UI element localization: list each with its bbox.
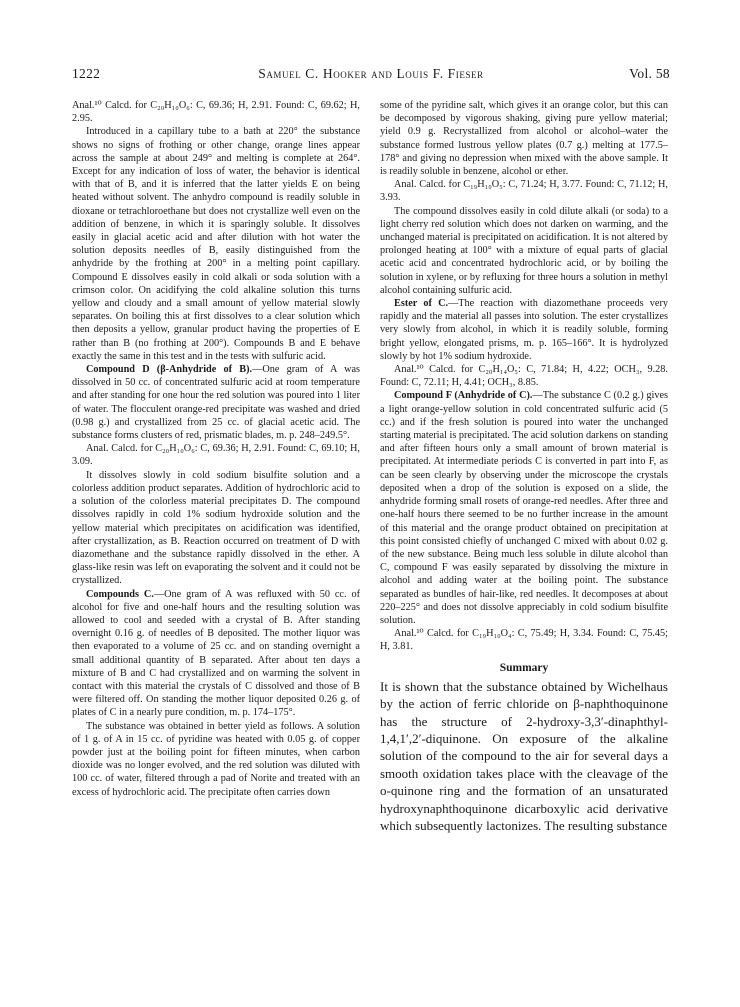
paragraph: Introduced in a capillary tube to a bath at 220° the substance shows no signs of frothing or other change, orange lines appear across the sample at about 249° and melting is complete at 264°. Except for any indication of loss of water, the behavior is identical with that of B, and it is inferred that the latter yields E on being heated without solvent. The anhydro compound is readily soluble in dioxane or tetrachloroethane but does not crystallize well even on the addition of benzene, in which it is sparingly soluble. It dissolves easily in glacial acetic acid and after dilution with hot water the solution deposits needles of B, easily distinguished from the anhydride by the frothing at 200° in a melting point capillary. Compound E dissolves easily in cold alkali or soda solution with a crimson color. On acidifying the cold alkaline solution this turns yellow and cloudy and a small amount of yellow material slowly separates. On boiling this at first dissolves to a clear solution which then deposits a yellow, granular product having the properties of E rather than B (no frothing at 200°). Compounds B and E behave exactly the same in this test and in the tests with sulfuric acid. — [72, 126, 360, 362]
paragraph: It dissolves slowly in cold sodium bisulfite solution and a colorless addition product separates. Addition of hydrochloric acid to a solution of the colorless material precipitates D. The compound dissolves rapidly in cold 1% sodium hydroxide solution and the yellow material which precipitates on acidification was identified, after crystallization, as B. Reaction occurred on treatment of D with diazomethane and the substance rapidly dissolved in the ether. A glass-like resin was left on evaporating the solvent and it could not be crystallized. — [72, 469, 360, 587]
summary-heading: Summary — [499, 661, 549, 674]
section-heading: Compound F (Anhydride of C). — [394, 390, 533, 402]
paragraph: The substance was obtained in better yield as follows. A solution of 1 g. of A in 15 cc. of pyridine was heated with 0.05 g. of copper powder just at the boiling point for fifteen minutes, when carbon dioxide was no longer evolved, and the red solution was diluted with 100 cc. of water, filtered through a pad of Norite and treated with an excess of hydrochloric acid. The precipitate often carries down — [72, 720, 360, 798]
section-heading: Compound D (β-Anhydride of B). — [86, 364, 253, 376]
page-number: 1222 — [72, 66, 101, 81]
paragraph-body: —One gram of A was dissolved in 50 cc. of concentrated sulfuric acid at room temperature and after standing for one hour the red solution was poured into 1 liter of water. The flocculent orange-red precipitate was washed and dried (0.98 g.) and crystallized from 25 cc. of glacial acetic acid. The substance forms clusters of red, prismatic blades, m. p. 248–249.5°. — [72, 364, 361, 442]
analysis-line: Anal.¹⁰ Calcd. for C₂₀H₁₄O₅: C, 71.84; H, 4.22; OCH₃, 9.28. Found: C, 72.11; H, 4.41; OCH₃, 8.85. — [380, 364, 668, 389]
volume-number: Vol. 58 — [629, 66, 670, 81]
paragraph: The compound dissolves easily in cold dilute alkali (or soda) to a light cherry red solution which does not darken on warming, and the unchanged material is precipitated on acidification. It is not altered by prolonged heating at 100° with a mixture of equal parts of glacial acetic acid and concentrated hydrochloric acid, or by boiling the solution in xylene, or by refluxing for three hours a solution in methyl alcohol containing sulfuric acid. — [380, 205, 668, 296]
paragraph-body: —One gram of A was refluxed with 50 cc. of alcohol for five and one-half hours and the resulting solution was allowed to cool and seeded with a crystal of B. After standing overnight 0.16 g. of needles of B deposited. The mother liquor was then evaporated to a volume of 25 cc. and on standing overnight a small additional quantity of B separated. After about ten days a mixture of B and C had crystallized and on warming the solvent in contact with this material the crystals of C dissolved and those of B were filtered off. On standing the mother liquor deposited 0.26 g. of plates of C in a nearly pure condition, m. p. 174–175°. — [72, 588, 360, 719]
analysis-line: Anal. Calcd. for C₂₀H₁₀O₆: C, 69.36; H, 2.91. Found: C, 69.10; H, 3.09. — [72, 443, 360, 468]
paragraph — [380, 389, 668, 627]
paragraph-body: —The reaction with diazomethane proceeds very rapidly and the material all passes into solution. The ester crystallizes very slowly from alcohol, in which it is readily soluble, forming bright yellow, elongated prisms, m. p. 165–166°. It is hydrolyzed slowly by hot 1% sodium hydroxide. — [380, 298, 668, 362]
paragraph: some of the pyridine salt, which gives it an orange color, but this can be decomposed by vigorous shaking, giving pure yellow material; yield 0.9 g. Recrystallized from alcohol or alcohol–water the substance formed lustrous yellow plates (0.7 g.) melting at 177.5–178° and giving no depression when mixed with the above sample. It is readily soluble in benzene, alcohol or ether. — [380, 100, 668, 178]
paragraph: Anal.¹⁰ Calcd. for C₂₀H₁₀O₆: C, 69.36; H, 2.91. Found: C, 69.62; H, 2.95. — [72, 100, 360, 125]
analysis-line: Anal. Calcd. for C₁₉H₁₀O₅: C, 71.24; H, 3.77. Found: C, 71.12; H, 3.93. — [380, 179, 668, 204]
right-column — [380, 99, 668, 834]
left-column — [72, 99, 360, 799]
summary-paragraph: It is shown that the substance obtained by Wichelhaus by the action of ferric chloride on β-naphthoquinone has the structure of 2-hydroxy-3,3′-dinaphthyl-1,4,1′,2′-diquinone. On exposure of the alkaline solution of the compound to the air for several days a smooth oxidation takes place with the cleavage of the o-quinone ring and the formation of an unsaturated hydroxynaphthoquinone dicarboxylic acid derivative which subsequently lactonizes. The resulting substance — [380, 678, 668, 833]
section-heading: Ester of C. — [394, 298, 449, 310]
analysis-line: Anal.¹⁰ Calcd. for C₁₉H₁₀O₄: C, 75.49; H, 3.34. Found: C, 75.45; H, 3.81. — [380, 628, 668, 653]
paragraph — [72, 363, 360, 442]
paragraph — [380, 297, 668, 363]
running-title-authors: Samuel C. Hooker and Louis F. Fieser — [258, 66, 484, 81]
section-heading: Compounds C. — [86, 588, 154, 600]
running-header — [72, 66, 670, 86]
paragraph — [72, 588, 360, 720]
paragraph-body: —The substance C (0.2 g.) gives a light orange-yellow solution in cold concentrated sulfuric acid (5 cc.) and if the fresh solution is poured into water the unchanged starting material is precipitated. The acid solution darkens on standing and after fifteen hours only a small amount of brown material is precipitated. At intermediate periods C is converted in part into F, as can be seen clearly by observing under the microscope the crystals deposited when a drop of the solution is exposed on a slide, the anhydride forming small rosets of orange-red needles. After three and one-half hours there seemed to be no further increase in the amount of this material and the orange product obtained on precipitation at this point consisted chiefly of unchanged C mixed with about 0.02 g. of the new substance. Being much less soluble in dilute alcohol than C, compound F was easily separated by dissolving the mixture in alcohol and adding water at the boiling point. The substance separated as bundles of hair-like, red needles. It decomposes at about 220–225° and does not dissolve appreciably in cold sodium bisulfite solution. — [380, 390, 668, 626]
